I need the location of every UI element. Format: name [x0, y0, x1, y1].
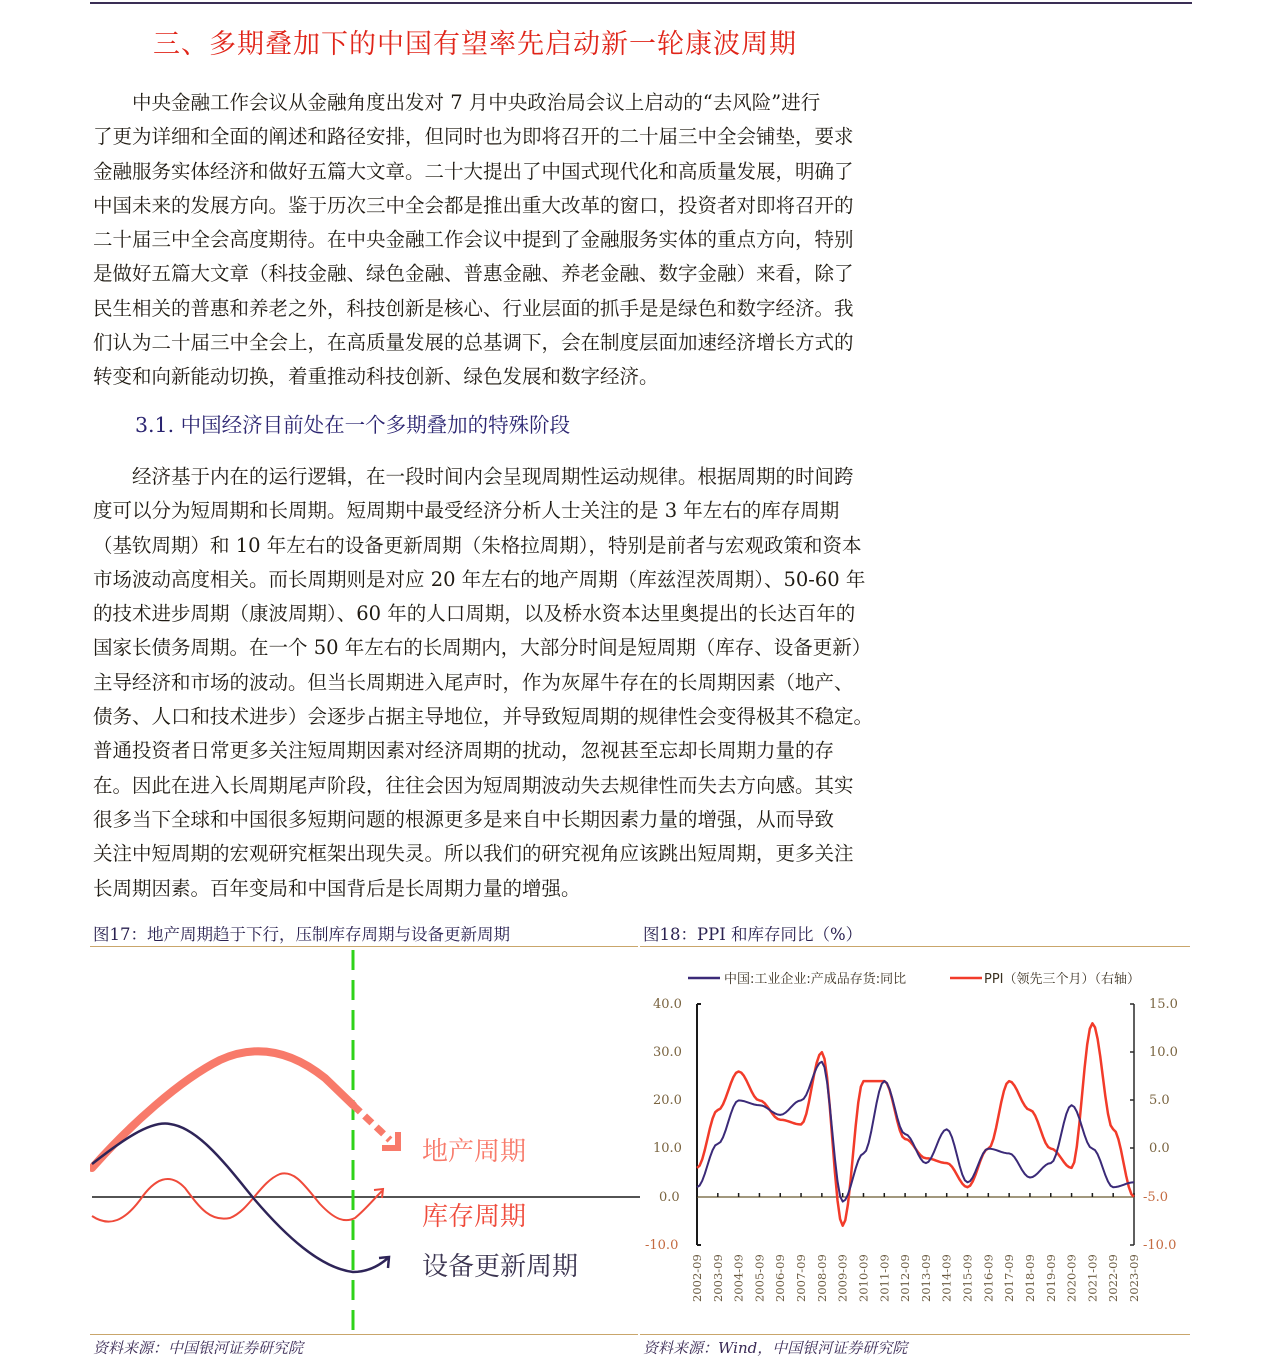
x-tick-label: 2018-09 [1022, 1254, 1037, 1302]
right-tick: 5.0 [1149, 1093, 1170, 1108]
x-tick-label: 2016-09 [981, 1254, 996, 1302]
x-tick-label: 2006-09 [773, 1254, 788, 1302]
x-tick-label: 2015-09 [960, 1254, 975, 1302]
figure17-source-rule [90, 1334, 638, 1335]
figure18-source: 资料来源：Wind，中国银河证券研究院 [643, 1339, 908, 1357]
paragraph-line: 民生相关的普惠和养老之外，科技创新是核心、行业层面的抓手是是绿色和数字经济。我 [93, 296, 854, 320]
x-tick-label: 2009-09 [835, 1254, 850, 1302]
paragraph-line: 中央金融工作会议从金融角度出发对 7 月中央政治局会议上启动的“去风险”进行 [132, 91, 821, 114]
paragraph-line: 主导经济和市场的波动。但当长周期进入尾声时，作为灰犀牛存在的长周期因素（地产、 [93, 670, 854, 694]
ppi-series-line [697, 1023, 1134, 1225]
left-tick: -10.0 [645, 1238, 679, 1253]
x-tick-label: 2007-09 [794, 1254, 809, 1302]
x-tick-label: 2022-09 [1106, 1254, 1121, 1302]
paragraph-line: 是做好五篇大文章（科技金融、绿色金融、普惠金融、养老金融、数字金融）来看，除了 [93, 262, 854, 286]
x-tick-label: 2005-09 [752, 1254, 767, 1302]
paragraph-line: 转变和向新能动切换，着重推动科技创新、绿色发展和数字经济。 [93, 365, 659, 389]
figure18-title-rule [640, 946, 1190, 947]
right-tick: -5.0 [1143, 1190, 1169, 1205]
subsection-title: 3.1. 中国经济目前处在一个多期叠加的特殊阶段 [135, 413, 571, 437]
inventory-series-line [697, 1062, 1134, 1202]
paragraph-line: 们认为二十届三中全会上，在高质量发展的总基调下，会在制度层面加速经济增长方式的 [93, 331, 854, 355]
paragraph-line: 金融服务实体经济和做好五篇大文章。二十大提出了中国式现代化和高质量发展，明确了 [93, 159, 854, 183]
paragraph-line: （基钦周期）和 10 年左右的设备更新周期（朱格拉周期），特别是前者与宏观政策和资本 [93, 533, 862, 557]
right-tick: -10.0 [1143, 1238, 1177, 1253]
top-rule [90, 2, 1192, 4]
section-title: 三、多期叠加下的中国有望率先启动新一轮康波周期 [153, 29, 797, 60]
x-tick-label: 2008-09 [814, 1254, 829, 1302]
figure17-title-rule [90, 946, 638, 947]
left-tick: 10.0 [653, 1141, 682, 1156]
x-tick-label: 2013-09 [918, 1254, 933, 1302]
left-tick: 20.0 [653, 1093, 682, 1108]
paragraph-line: 中国未来的发展方向。鉴于历次三中全会都是推出重大改革的窗口，投资者对即将召开的 [93, 193, 854, 217]
real-estate-cycle-curve [92, 1051, 353, 1168]
paragraph-line: 很多当下全球和中国很多短期问题的根源更多是来自中长期因素力量的增强，从而导致 [93, 807, 835, 831]
paragraph-line: 长周期因素。百年变局和中国背后是长周期力量的增强。 [93, 876, 581, 900]
paragraph-line: 在。因此在进入长周期尾声阶段，往往会因为短周期波动失去规律性而失去方向感。其实 [93, 773, 854, 797]
equipment-label: 设备更新周期 [422, 1252, 579, 1282]
figure17-source: 资料来源：中国银河证券研究院 [93, 1339, 304, 1357]
paragraph-2 [93, 460, 919, 906]
x-tick-label: 2011-09 [877, 1254, 892, 1302]
right-axis [1130, 997, 1178, 1253]
paragraph-line: 了更为详细和全面的阐述和路径安排，但同时也为即将召开的二十届三中全会铺垫，要求 [93, 125, 854, 149]
paragraph-1 [93, 86, 919, 395]
figure18-title: 图18：PPI 和库存同比（%） [643, 925, 863, 944]
figure17-diagram [90, 950, 642, 1335]
figure18-source-rule [640, 1334, 1190, 1335]
paragraph-line: 二十届三中全会高度期待。在中央金融工作会议中提到了金融服务实体的重点方向，特别 [93, 228, 854, 252]
paragraph-line: 国家长债务周期。在一个 50 年左右的长周期内，大部分时间是短周期（库存、设备更新） [93, 636, 872, 660]
real-estate-cycle-projection [353, 1105, 390, 1140]
paragraph-line: 普通投资者日常更多关注短周期因素对经济周期的扰动，忽视甚至忘却长周期力量的存 [93, 739, 835, 763]
left-tick: 40.0 [653, 997, 682, 1012]
legend-inventory: 中国:工业企业:产成品存货:同比 [724, 972, 907, 987]
figure17-title: 图17：地产周期趋于下行，压制库存周期与设备更新周期 [93, 925, 510, 944]
real-estate-label: 地产周期 [422, 1137, 527, 1167]
right-tick: 15.0 [1149, 997, 1178, 1012]
x-tick-label: 2012-09 [898, 1254, 913, 1302]
left-tick: 30.0 [653, 1045, 682, 1060]
x-tick-label: 2020-09 [1064, 1254, 1079, 1302]
right-tick: 0.0 [1149, 1141, 1170, 1156]
x-tick-label: 2002-09 [690, 1254, 704, 1302]
right-tick: 10.0 [1149, 1045, 1178, 1060]
x-tick-label: 2004-09 [731, 1254, 746, 1302]
x-tick-label: 2010-09 [856, 1254, 871, 1302]
left-tick: 0.0 [659, 1190, 680, 1205]
chart-legend [688, 971, 1140, 987]
paragraph-line: 关注中短周期的宏观研究框架出现失灵。所以我们的研究视角应该跳出短周期，更多关注 [93, 842, 854, 866]
paragraph-line: 经济基于内在的运行逻辑，在一段时间内会呈现周期性运动规律。根据周期的时间跨 [132, 465, 854, 488]
paragraph-line: 的技术进步周期（康波周期）、60 年的人口周期，以及桥水资本达里奥提出的长达百年的 [93, 602, 856, 626]
paragraph-line: 度可以分为短周期和长周期。短周期中最受经济分析人士关注的是 3 年左右的库存周期 [93, 499, 840, 523]
left-axis [645, 997, 701, 1253]
x-axis-labels [690, 1254, 1141, 1302]
x-tick-label: 2021-09 [1085, 1254, 1100, 1302]
x-tick-label: 2019-09 [1043, 1254, 1058, 1302]
x-tick-label: 2003-09 [710, 1254, 725, 1302]
paragraph-line: 市场波动高度相关。而长周期则是对应 20 年左右的地产周期（库兹涅茨周期）、50-60 年 [93, 567, 866, 591]
legend-ppi: PPI（领先三个月）（右轴） [984, 972, 1141, 987]
x-tick-label: 2014-09 [939, 1254, 954, 1302]
equipment-cycle-curve [92, 1124, 388, 1272]
x-tick-label: 2017-09 [1002, 1254, 1017, 1302]
inventory-label: 库存周期 [422, 1202, 527, 1232]
figure18-chart [640, 950, 1200, 1335]
x-tick-label: 2023-09 [1127, 1254, 1141, 1302]
paragraph-line: 债务、人口和技术进步）会逐步占据主导地位，并导致短周期的规律性会变得极其不稳定。 [93, 705, 874, 729]
